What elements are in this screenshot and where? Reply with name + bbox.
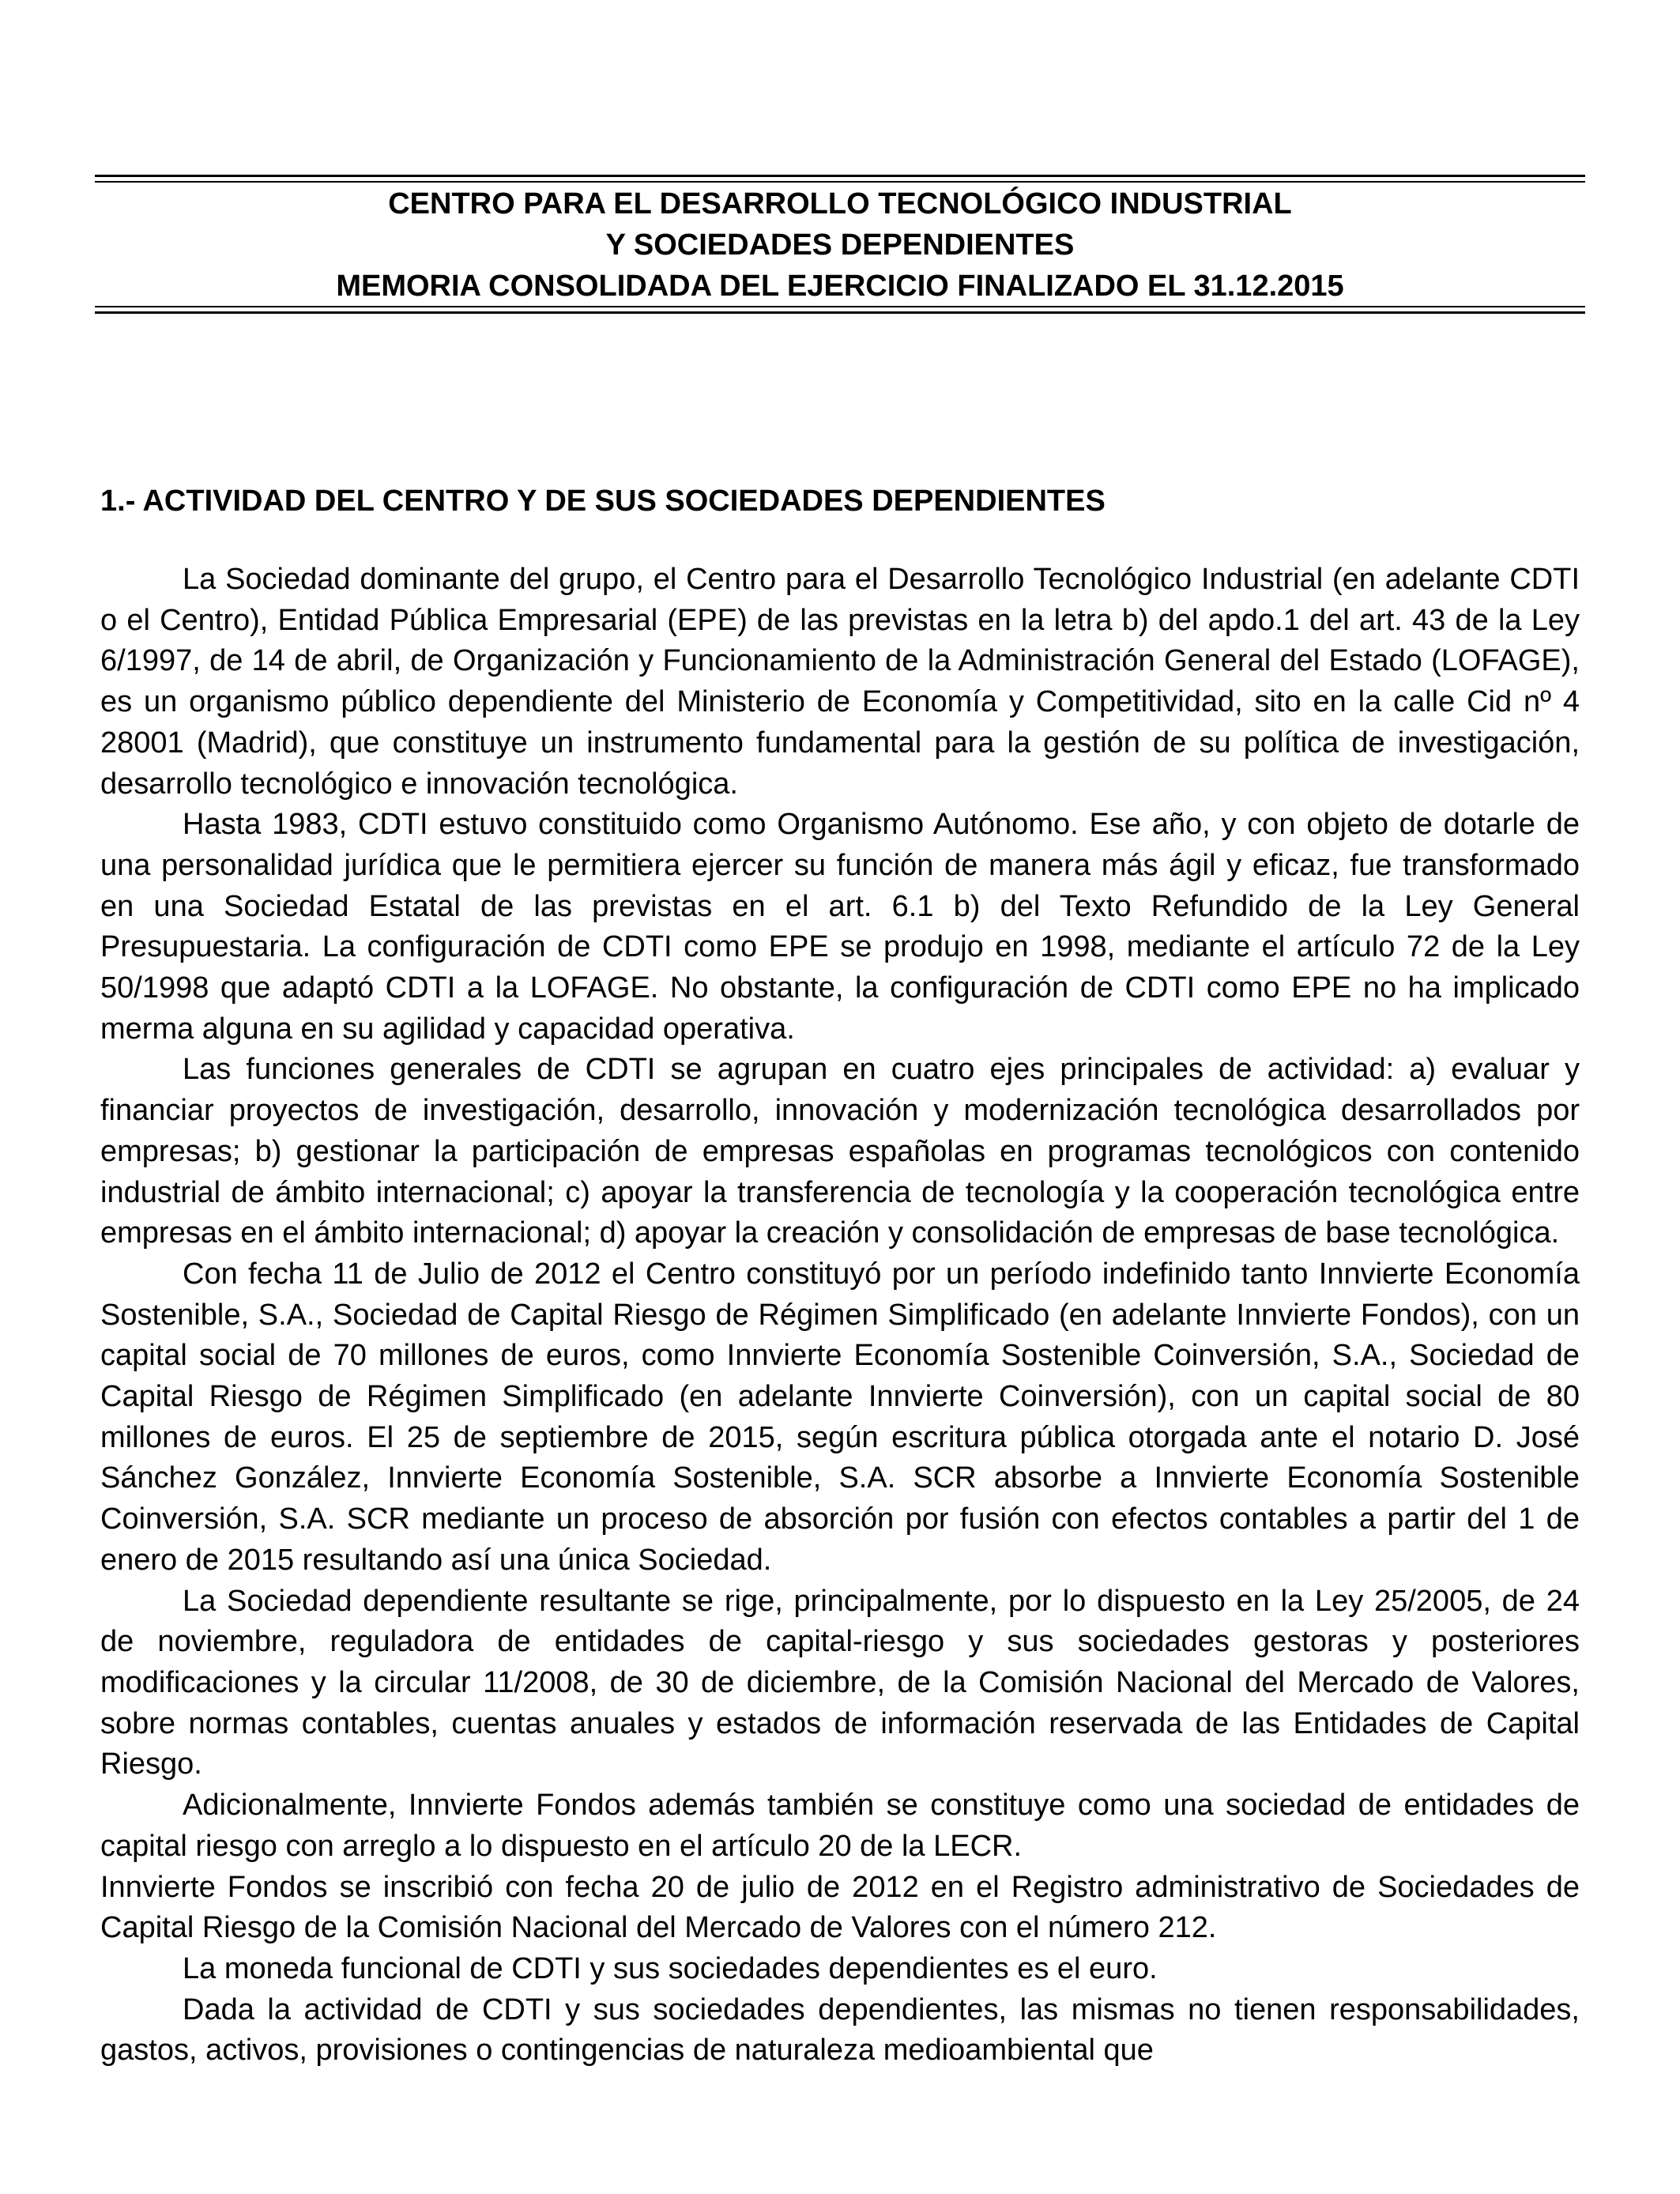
header-top-rule-inner bbox=[95, 181, 1585, 183]
header-title-line-3: MEMORIA CONSOLIDADA DEL EJERCICIO FINALIZADO EL 31.12.2015 bbox=[336, 270, 1344, 303]
header-top-rule bbox=[95, 175, 1585, 177]
header-title-line-2: Y SOCIEDADES DEPENDIENTES bbox=[605, 228, 1075, 262]
header-title-line-1: CENTRO PARA EL DESARROLLO TECNOLÓGICO INDUSTRIAL bbox=[388, 187, 1292, 221]
section-heading: 1.- ACTIVIDAD DEL CENTRO Y DE SUS SOCIEDADES DEPENDIENTES bbox=[100, 484, 1106, 518]
paragraph: La moneda funcional de CDTI y sus sociedades dependientes es el euro. bbox=[183, 1951, 1158, 1985]
paragraph: Innvierte Fondos se inscribió con fecha 20 de julio de 2012 en el Registro administrativo de Sociedades de Capital Riesgo de la Comisión Nacional del Mercado de Valores con el número 212. bbox=[100, 1870, 1580, 1945]
paragraph: La Sociedad dependiente resultante se rige, principalmente, por lo dispuesto en la Ley 25/2005, de 24 de noviembre, reguladora de entidades de capital-riesgo y sus sociedades gestoras y posteriores modificaciones y la circular 11/2008, de 30 de diciembre, de la Comisión Nacional del Mercado de Valores, sobre normas contables, cuentas anuales y estados de información reservada de las Entidades de Capital Riesgo. bbox=[100, 1584, 1580, 1781]
header-bottom-rule bbox=[95, 311, 1585, 314]
paragraph: Adicionalmente, Innvierte Fondos además también se constituye como una sociedad de entidades de capital riesgo con arreglo a lo dispuesto en el artículo 20 de la LECR. bbox=[100, 1789, 1580, 1863]
paragraph: Hasta 1983, CDTI estuvo constituido como Organismo Autónomo. Ese año, y con objeto de dotarle de una personalidad jurídica que le permitiera ejercer su función de manera más ágil y eficaz, fue transformado en una Sociedad Estatal de las previstas en el art. 6.1 b) del Texto Refundido de la Ley General Presupuestaria. La configuración de CDTI como EPE se produjo en 1998, mediante el artículo 72 de la Ley 50/1998 que adaptó CDTI a la LOFAGE. No obstante, la configuración de CDTI como EPE no ha implicado merma alguna en su agilidad y capacidad operativa. bbox=[100, 808, 1580, 1046]
paragraph: La Sociedad dominante del grupo, el Centro para el Desarrollo Tecnológico Industrial (en adelante CDTI o el Centro), Entidad Pública Empresarial (EPE) de las previstas en la letra b) del apdo.1 del art. 43 de la Ley 6/1997, de 14 de abril, de Organización y Funcionamiento de la Administración General del Estado (LOFAGE), es un organismo público dependiente del Ministerio de Economía y Competitividad, sito en la calle Cid nº 4 28001 (Madrid), que constituye un instrumento fundamental para la gestión de su política de investigación, desarrollo tecnológico e innovación tecnológica. bbox=[100, 563, 1580, 801]
document-header bbox=[95, 183, 1585, 307]
header-bottom-rule-inner bbox=[95, 306, 1585, 307]
paragraph: Dada la actividad de CDTI y sus sociedades dependientes, las mismas no tienen responsabilidades, gastos, activos, provisiones o contingencias de naturaleza medioambiental que bbox=[100, 1992, 1580, 2068]
section-body bbox=[100, 560, 1580, 2071]
paragraph: Las funciones generales de CDTI se agrupan en cuatro ejes principales de actividad: a) evaluar y financiar proyectos de investigación, desarrollo, innovación y modernización tecnológica desarrollados por empresas; b) gestionar la participación de empresas españolas en programas tecnológicos con contenido industrial de ámbito internacional; c) apoyar la transferencia de tecnología y la cooperación tecnológica entre empresas en el ámbito internacional; d) apoyar la creación y consolidación de empresas de base tecnológica. bbox=[100, 1053, 1580, 1250]
paragraph: Con fecha 11 de Julio de 2012 el Centro constituyó por un período indefinido tanto Innvierte Economía Sostenible, S.A., Sociedad de Capital Riesgo de Régimen Simplificado (en adelante Innvierte Fondos), con un capital social de 70 millones de euros, como Innvierte Economía Sostenible Coinversión, S.A., Sociedad de Capital Riesgo de Régimen Simplificado (en adelante Innvierte Coinversión), con un capital social de 80 millones de euros. El 25 de septiembre de 2015, según escritura pública otorgada ante el notario D. José Sánchez González, Innvierte Economía Sostenible, S.A. SCR absorbe a Innvierte Economía Sostenible Coinversión, S.A. SCR mediante un proceso de absorción por fusión con efectos contables a partir del 1 de enero de 2015 resultando así una única Sociedad. bbox=[100, 1257, 1580, 1577]
